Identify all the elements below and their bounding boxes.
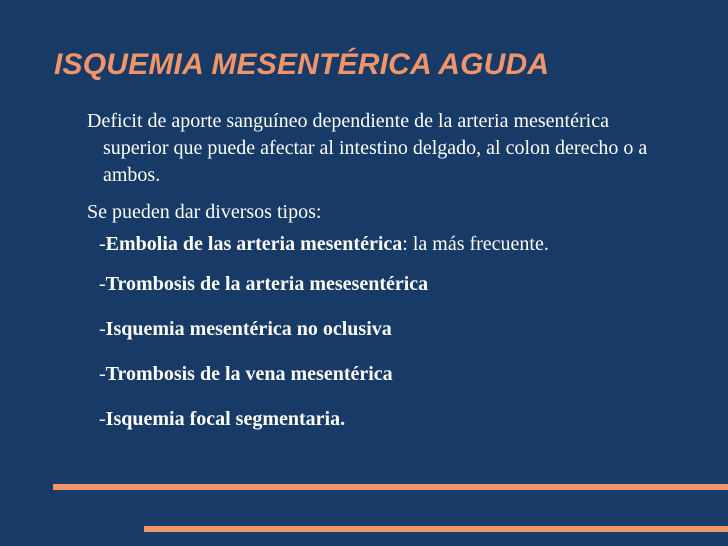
type-prefix: -: [99, 233, 106, 255]
slide-body: [87, 108, 667, 451]
type-name: Trombosis de la vena mesentérica: [105, 363, 393, 385]
type-item-focal: [99, 406, 667, 433]
decorative-bar-top: [53, 484, 728, 490]
types-intro: Se pueden dar diversos tipos:: [87, 201, 322, 223]
definition-text: Deficit de aporte sanguíneo dependiente de la arteria mesentérica superior que puede afectar al intestino delgado, al colon derecho o a ambos.: [87, 110, 648, 186]
type-prefix: -: [99, 408, 106, 430]
type-prefix: -: [99, 318, 106, 340]
type-item-embolia: [99, 231, 667, 258]
type-name: Embolia de las arteria mesentérica: [105, 233, 403, 255]
type-item-trombosis-arteria: [99, 271, 667, 298]
type-prefix: -: [99, 273, 106, 295]
decorative-bar-bottom: [144, 526, 728, 532]
type-name: Isquemia mesentérica no oclusiva: [105, 318, 392, 340]
type-prefix: -: [99, 363, 106, 385]
type-name: Trombosis de la arteria mesesentérica: [105, 273, 429, 295]
type-suffix: : la más frecuente.: [402, 233, 549, 255]
type-item-trombosis-vena: [99, 361, 667, 388]
type-item-no-oclusiva: [99, 316, 667, 343]
type-name: Isquemia focal segmentaria.: [105, 408, 346, 430]
slide-title: ISQUEMIA MESENTÉRICA AGUDA: [54, 48, 550, 81]
